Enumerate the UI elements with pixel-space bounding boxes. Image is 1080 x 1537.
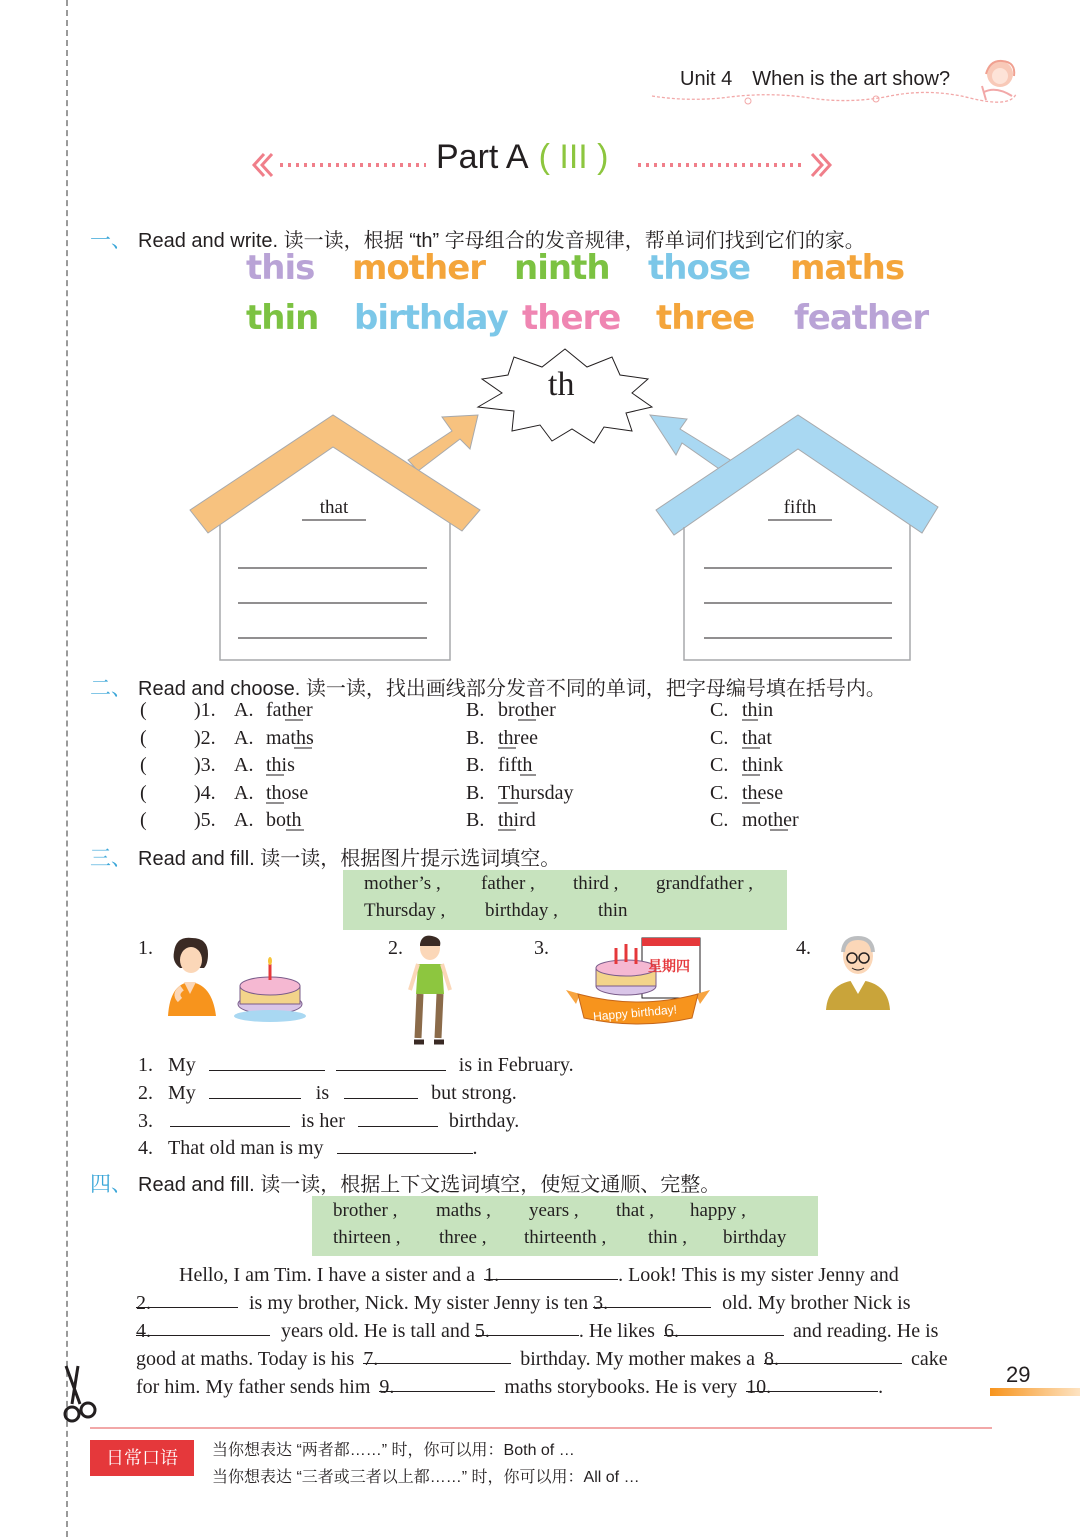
answer-blank[interactable] bbox=[344, 1081, 418, 1099]
blank-number: 6. bbox=[663, 1320, 679, 1342]
wordbox-word: third , bbox=[573, 873, 619, 894]
blank-number: 4. bbox=[136, 1320, 151, 1342]
blank-number: 10. bbox=[746, 1376, 772, 1398]
word-this: this bbox=[246, 248, 315, 288]
choice-c-letter: C. bbox=[710, 782, 729, 804]
passage-line bbox=[136, 1290, 910, 1318]
choice-b-word: brother bbox=[498, 699, 556, 721]
choice-b-word: fifth bbox=[498, 754, 533, 776]
part-title bbox=[436, 138, 609, 177]
passage-line bbox=[136, 1346, 948, 1374]
left-house-word: that bbox=[319, 497, 349, 518]
section4-wordbox bbox=[312, 1196, 818, 1256]
passage-line bbox=[136, 1318, 938, 1346]
choice-a-word: maths bbox=[266, 727, 314, 749]
mother-cake-picture bbox=[160, 934, 310, 1026]
choice-a-letter: A. bbox=[234, 727, 254, 749]
answer-blank[interactable] bbox=[170, 1109, 290, 1127]
section3-instruction: Read and fill. 读一读，根据图片提示选词填空。 bbox=[138, 848, 561, 870]
line-text: . bbox=[472, 1137, 478, 1159]
wordbox-word: brother , bbox=[333, 1200, 398, 1221]
choice-a-word: those bbox=[266, 782, 309, 804]
wordbox-word: father , bbox=[481, 873, 535, 894]
choice-a-letter: A. bbox=[234, 782, 254, 804]
wordbox-word: birthday , bbox=[485, 900, 558, 921]
wordbox-word: thirteenth , bbox=[524, 1227, 607, 1248]
choice-b-letter: B. bbox=[466, 809, 485, 831]
th-center-label: th bbox=[548, 366, 575, 403]
wordbox-word: thin bbox=[598, 900, 628, 921]
choice-c-word: these bbox=[742, 782, 784, 804]
blank-number: 2. bbox=[136, 1292, 151, 1314]
unit-number: Unit 4 bbox=[680, 68, 733, 90]
choice-paren[interactable]: ( bbox=[140, 699, 147, 721]
blank-number: 7. bbox=[363, 1348, 379, 1370]
fill-line-1 bbox=[138, 1053, 574, 1077]
right-house-word: fifth bbox=[783, 497, 817, 518]
left-house-walls bbox=[220, 523, 450, 660]
choice-b-letter: B. bbox=[466, 727, 485, 749]
choice-c-letter: C. bbox=[710, 699, 729, 721]
passage-text: old. My brother Nick is bbox=[722, 1292, 911, 1314]
word-maths: maths bbox=[790, 248, 905, 288]
line-text: That old man is my bbox=[168, 1137, 324, 1159]
passage-line bbox=[136, 1374, 883, 1402]
passage-text: years old. He is tall and bbox=[281, 1320, 470, 1342]
line-text: but strong. bbox=[431, 1082, 517, 1104]
choice-b-word: third bbox=[498, 809, 536, 831]
passage-text: birthday. My mother makes a bbox=[520, 1348, 755, 1370]
wordbox-word: birthday bbox=[723, 1227, 787, 1248]
word-thin: thin bbox=[246, 298, 319, 338]
unit-title: When is the art show? bbox=[752, 68, 951, 90]
passage-blank-3[interactable] bbox=[593, 1290, 711, 1314]
blank-number: 3. bbox=[593, 1292, 609, 1314]
word-those: those bbox=[648, 248, 751, 288]
choice-c-letter: C. bbox=[710, 727, 729, 749]
line-number: 1. bbox=[138, 1054, 153, 1076]
choice-c-word: thin bbox=[742, 699, 774, 721]
passage-blank-1[interactable] bbox=[484, 1262, 618, 1286]
passage-blank-6[interactable] bbox=[663, 1318, 784, 1342]
left-arrow bbox=[408, 415, 478, 471]
choice-paren[interactable]: ( bbox=[140, 727, 147, 749]
section3-number: 三、 bbox=[90, 847, 132, 870]
choice-a-letter: A. bbox=[234, 809, 254, 831]
passage-text: cake bbox=[911, 1348, 948, 1370]
scissors-icon bbox=[58, 1364, 102, 1428]
right-arrow bbox=[650, 415, 732, 473]
cut-dashed-line bbox=[66, 0, 68, 1537]
passage-blank-10[interactable] bbox=[746, 1374, 878, 1398]
tip-line-1: 当你想表达 “两者都……” 时，你可以用：Both of … bbox=[212, 1442, 575, 1459]
choice-b-letter: B. bbox=[466, 754, 485, 776]
wordbox-word: Thursday , bbox=[364, 900, 446, 921]
line-text: My bbox=[168, 1054, 196, 1076]
choice-b-letter: B. bbox=[466, 782, 485, 804]
wordbox-word: thirteen , bbox=[333, 1227, 401, 1248]
choice-b-letter: B. bbox=[466, 699, 485, 721]
wordbox-word: thin , bbox=[648, 1227, 688, 1248]
choice-number: )3. bbox=[194, 754, 216, 776]
choice-paren[interactable]: ( bbox=[140, 754, 147, 776]
line-number: 4. bbox=[138, 1137, 153, 1159]
page-number-bar bbox=[990, 1388, 1080, 1396]
line-text: birthday. bbox=[448, 1110, 520, 1132]
title-deco-left bbox=[250, 150, 430, 180]
wordbox-word: happy , bbox=[690, 1200, 746, 1221]
line-text: is in February. bbox=[458, 1054, 574, 1076]
choice-a-letter: A. bbox=[234, 754, 254, 776]
line-text: is her bbox=[301, 1110, 345, 1132]
calendar-text: 星期四 bbox=[648, 958, 690, 974]
choice-c-letter: C. bbox=[710, 754, 729, 776]
passage-line bbox=[179, 1262, 899, 1290]
blank-number: 5. bbox=[474, 1320, 490, 1342]
section4-number: 四、 bbox=[90, 1173, 132, 1196]
word-birthday: birthday bbox=[354, 298, 508, 338]
choice-number: )2. bbox=[194, 727, 216, 749]
picture-label-1: 1. bbox=[138, 937, 153, 959]
daily-phrase-tag: 日常口语 bbox=[90, 1440, 194, 1476]
passage-text: Hello, I am Tim. I have a sister and a bbox=[179, 1264, 476, 1286]
choice-a-word: both bbox=[266, 809, 302, 831]
line-number: 3. bbox=[138, 1110, 153, 1132]
wordbox-word: years , bbox=[529, 1200, 579, 1221]
choice-number: )4. bbox=[194, 782, 216, 804]
choice-number: )5. bbox=[194, 809, 216, 831]
wordbox-word: mother’s , bbox=[364, 873, 441, 894]
footer-rule bbox=[90, 1427, 992, 1429]
answer-blank[interactable] bbox=[337, 1136, 473, 1154]
wordbox-word: maths , bbox=[436, 1200, 491, 1221]
choice-b-word: Thursday bbox=[498, 782, 574, 804]
section2-instruction: Read and choose. 读一读，找出画线部分发音不同的单词，把字母编号填在括号内。 bbox=[138, 678, 886, 700]
choice-c-word: mother bbox=[742, 809, 799, 831]
wordbox-word: three , bbox=[439, 1227, 487, 1248]
passage-text: maths storybooks. He is very bbox=[504, 1376, 738, 1398]
passage-text: . He likes bbox=[578, 1320, 655, 1342]
answer-blank[interactable] bbox=[209, 1053, 325, 1071]
title-deco-right bbox=[636, 150, 836, 180]
passage-blank-4[interactable] bbox=[136, 1318, 270, 1342]
fill-line-2 bbox=[138, 1081, 517, 1105]
passage-blank-7[interactable] bbox=[363, 1346, 511, 1370]
page-number: 29 bbox=[1006, 1362, 1031, 1387]
picture-label-4: 4. bbox=[796, 937, 811, 959]
birthday-banner-text: Happy birthday! bbox=[592, 1002, 678, 1024]
choice-c-word: that bbox=[742, 727, 772, 749]
part-label: Part A bbox=[436, 138, 529, 176]
word-ninth: ninth bbox=[514, 248, 610, 288]
choice-c-letter: C. bbox=[710, 809, 729, 831]
section4-instruction: Read and fill. 读一读，根据上下文选词填空，使短文通顺、完整。 bbox=[138, 1174, 721, 1196]
word-there: there bbox=[522, 298, 621, 338]
section1-instruction: Read and write. 读一读，根据 “th” 字母组合的发音规律，帮单词们找到它们的家。 bbox=[138, 230, 865, 252]
answer-blank[interactable] bbox=[209, 1081, 301, 1099]
right-house-walls bbox=[684, 525, 910, 660]
passage-blank-5[interactable] bbox=[474, 1318, 579, 1342]
tip-line-2: 当你想表达 “三者或三者以上都……” 时，你可以用：All of … bbox=[212, 1469, 640, 1486]
passage-text: good at maths. Today is his bbox=[136, 1348, 355, 1370]
thin-boy-picture bbox=[406, 934, 458, 1048]
choice-paren[interactable]: ( bbox=[140, 782, 147, 804]
blank-number: 9. bbox=[379, 1376, 395, 1398]
passage-text: and reading. He is bbox=[792, 1320, 939, 1342]
fill-line-4 bbox=[138, 1136, 478, 1160]
blank-number: 8. bbox=[764, 1348, 779, 1370]
section1-number: 一、 bbox=[90, 229, 132, 252]
choice-c-word: think bbox=[742, 754, 784, 776]
wordbox-word: grandfather , bbox=[656, 873, 754, 894]
word-three: three bbox=[656, 298, 755, 338]
part-roman: ( III ) bbox=[538, 138, 609, 176]
word-feather: feather bbox=[794, 298, 929, 338]
answer-blank[interactable] bbox=[336, 1053, 446, 1071]
passage-text: is my brother, Nick. My sister Jenny is ten bbox=[249, 1292, 589, 1314]
girl-icon bbox=[976, 56, 1022, 102]
choice-b-word: three bbox=[498, 727, 538, 749]
passage-blank-9[interactable] bbox=[379, 1374, 495, 1398]
fill-line-3 bbox=[138, 1109, 519, 1133]
line-text: My bbox=[168, 1082, 196, 1104]
picture-label-3: 3. bbox=[534, 937, 549, 959]
grandfather-picture bbox=[824, 934, 892, 1012]
answer-blank[interactable] bbox=[358, 1109, 438, 1127]
section2-number: 二、 bbox=[90, 677, 132, 700]
wordbox-word: that , bbox=[616, 1200, 654, 1221]
blank-number: 1. bbox=[484, 1264, 500, 1286]
choice-a-word: father bbox=[266, 699, 313, 721]
line-number: 2. bbox=[138, 1082, 153, 1104]
choice-number: )1. bbox=[194, 699, 216, 721]
header-wave-decoration bbox=[650, 88, 1020, 108]
choice-paren[interactable]: ( bbox=[140, 809, 147, 831]
choice-a-letter: A. bbox=[234, 699, 254, 721]
picture-label-2: 2. bbox=[388, 937, 403, 959]
passage-blank-2[interactable] bbox=[136, 1290, 238, 1314]
line-text: is bbox=[315, 1082, 330, 1104]
section3-wordbox bbox=[343, 870, 787, 930]
passage-text: for him. My father sends him bbox=[136, 1376, 371, 1398]
passage-text: . bbox=[878, 1376, 884, 1398]
passage-text: . Look! This is my sister Jenny and bbox=[618, 1264, 899, 1286]
choice-a-word: this bbox=[266, 754, 295, 776]
word-mother: mother bbox=[352, 248, 486, 288]
passage-blank-8[interactable] bbox=[764, 1346, 902, 1370]
